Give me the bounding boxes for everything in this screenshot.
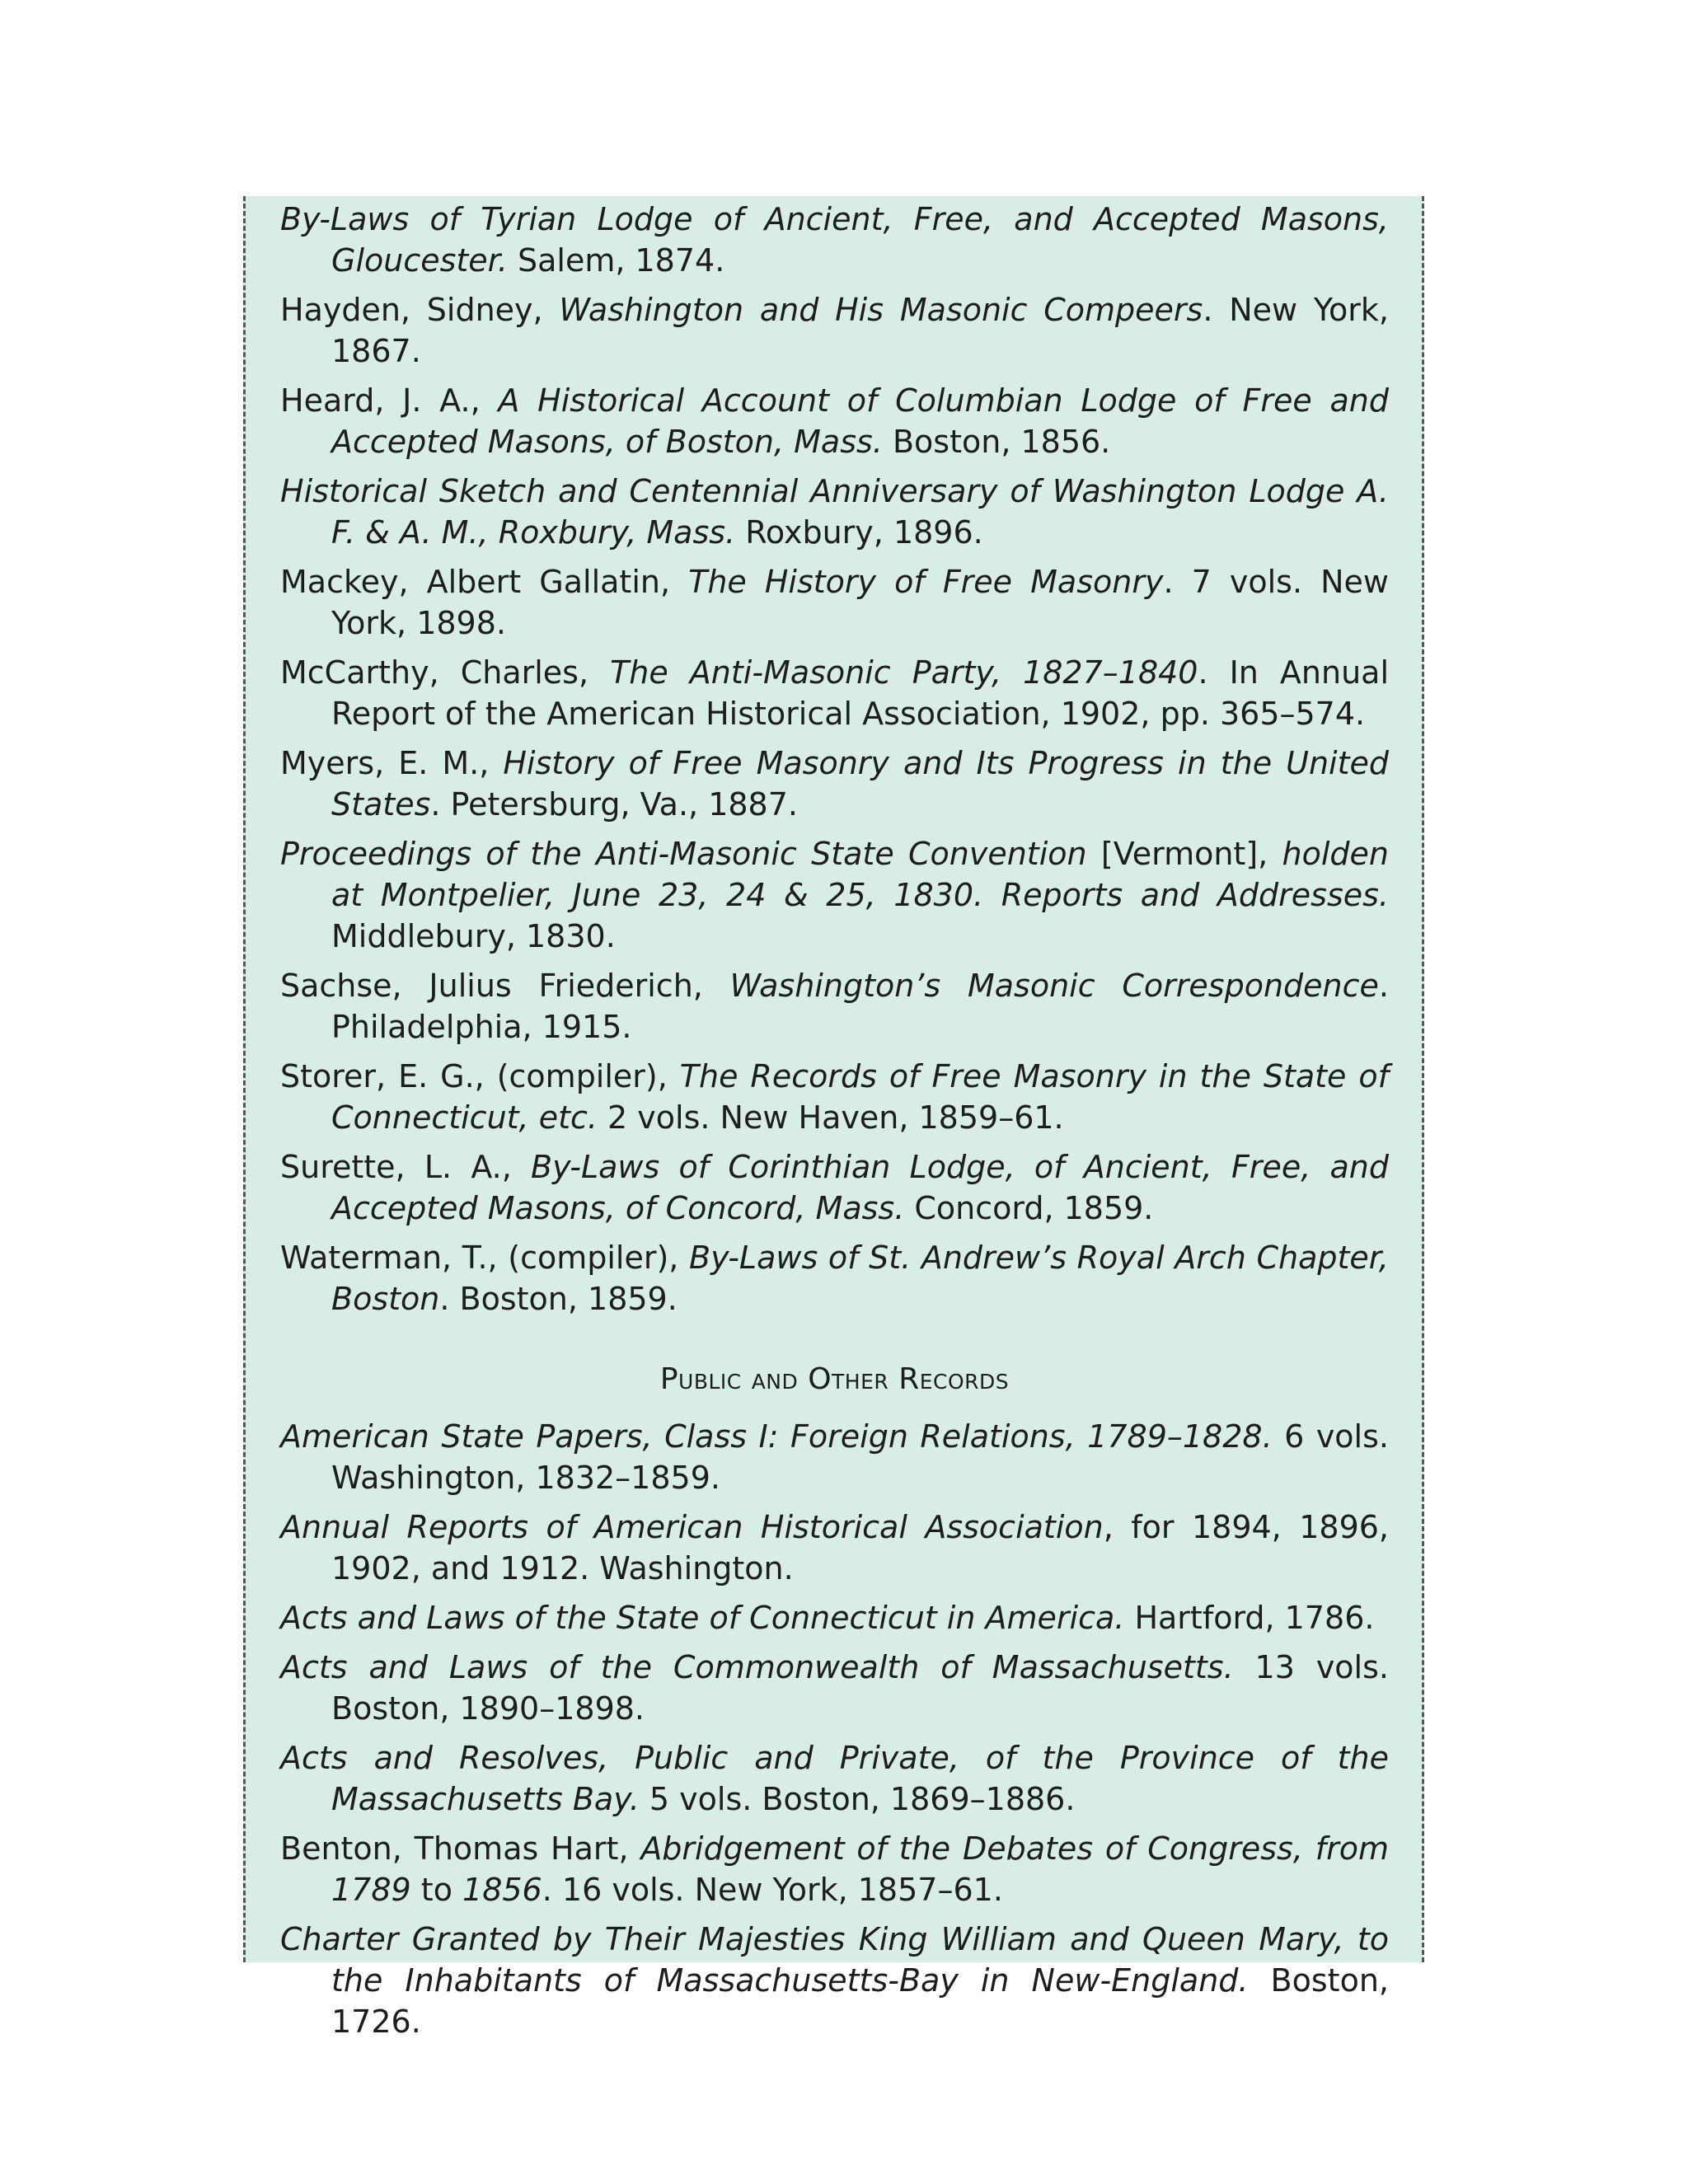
entry-text: Roxbury, 1896. [735,514,983,551]
entry-text: Salem, 1874. [507,242,725,279]
bibliography-entry [280,965,1389,1047]
record-entry [280,1507,1389,1589]
bibliography-entry [280,1056,1389,1138]
record-entry [280,1416,1389,1498]
entry-title-text: Annual Reports of American Historical Association [280,1509,1104,1545]
entry-text: Storer, E. G., (compiler), [280,1058,680,1094]
entry-text: Boston, 1726. [331,1962,1389,2040]
records-list [280,1413,1389,2042]
bibliography-entry [280,743,1389,825]
entry-text: Hartford, 1786. [1124,1600,1375,1636]
bibliography-entry [280,471,1389,553]
entry-text: McCarthy, Charles, [280,654,611,691]
entry-title-text: American State Papers, Class I: Foreign Relations, 1789–1828. [280,1418,1273,1455]
bibliography-entry [280,652,1389,734]
entry-text: Waterman, T., (compiler), [280,1240,689,1276]
entry-title-text: holden at Montpelier, June 23, 24 & 25, 1830. Reports and Addresses. [331,836,1389,913]
entry-text: 2 vols. New Haven, 1859–61. [597,1099,1064,1136]
section-heading: Public and Other Records [659,1362,1010,1396]
entry-text: Hayden, Sidney, [280,292,560,328]
bibliography-entry [280,289,1389,372]
entry-text: 6 vols. Washington, 1832–1859. [331,1418,1389,1496]
bibliography-list [280,196,1389,1319]
entry-title-text: 1856 [462,1872,542,1908]
entry-text: . Philadelphia, 1915. [331,968,1389,1045]
entry-text: Boston, 1856. [882,424,1111,460]
entry-text: Heard, J. A., [280,382,499,419]
record-entry [280,1919,1389,2042]
entry-title-text: Abridgement of the Debates of Congress, from 1789 [331,1830,1389,1908]
bibliography-entry [280,1237,1389,1319]
entry-text: 5 vols. Boston, 1869–1886. [639,1781,1076,1817]
entry-text: 13 vols. Boston, 1890–1898. [331,1649,1389,1727]
entry-title-text: Proceedings of the Anti-Masonic State Convention [280,836,1087,872]
entry-text: . 16 vols. New York, 1857–61. [542,1872,1003,1908]
entry-text: Concord, 1859. [904,1190,1154,1226]
entry-text: . New York, 1867. [331,292,1390,369]
record-entry [280,1647,1389,1729]
entry-text: Middlebury, 1830. [331,918,616,954]
entry-title-text: Acts and Resolves, Public and Private, of the Province of the Massachusetts Bay. [280,1740,1389,1817]
entry-title-text: Washington and His Masonic Compeers [559,292,1203,328]
entry-title-text: By-Laws of Tyrian Lodge of Ancient, Free, and Accepted Masons, Gloucester. [280,201,1389,279]
bibliography-entry [280,199,1389,281]
entry-text: . 7 vols. New York, 1898. [331,564,1389,641]
entry-title-text: History of Free Masonry and Its Progress in the United States [331,745,1389,823]
bibliography-entry [280,833,1389,957]
entry-text: Myers, E. M., [280,745,504,781]
entry-text: to [410,1872,463,1908]
entry-text: . Boston, 1859. [439,1281,678,1317]
page-panel [243,196,1424,2040]
entry-text: Benton, Thomas Hart, [280,1830,641,1867]
entry-text: , for 1894, 1896, 1902, and 1912. Washington. [331,1509,1390,1586]
record-entry [280,1597,1389,1638]
entry-text: Mackey, Albert Gallatin, [280,564,689,600]
entry-title-text: By-Laws of Corinthian Lodge, of Ancient, Free, and Accepted Masons, of Concord, Mass. [331,1149,1389,1226]
entry-title-text: Charter Granted by Their Majesties King William and Queen Mary, to the Inhabitants of Massachusetts-Bay in New-England. [280,1921,1389,1999]
bibliography-entry [280,380,1389,462]
entry-text: Sachse, Julius Friederich, [280,968,730,1004]
entry-title-text: A Historical Account of Columbian Lodge of Free and Accepted Masons, of Boston, Mass. [331,382,1390,460]
bibliography-entry [280,1146,1389,1229]
bibliography-entry [280,561,1389,644]
entry-title-text: By-Laws of St. Andrew’s Royal Arch Chapter, Boston [331,1240,1389,1317]
entry-text: . In Annual Report of the American Historical Association, 1902, pp. 365–574. [331,654,1390,732]
entry-title-text: The Anti-Masonic Party, 1827–1840 [610,654,1198,691]
entry-text: . Petersburg, Va., 1887. [430,786,798,823]
entry-title-text: Historical Sketch and Centennial Anniversary of Washington Lodge A. F. & A. M., Roxbury, Mass. [280,473,1389,551]
entry-title-text: The Records of Free Masonry in the State of Connecticut, etc. [331,1058,1389,1136]
entry-title-text: Washington’s Masonic Correspondence [729,968,1379,1004]
entry-title-text: Acts and Laws of the State of Connecticut in America. [280,1600,1125,1636]
entry-title-text: Acts and Laws of the Commonwealth of Massachusetts. [280,1649,1234,1685]
entry-text: Surette, L. A., [280,1149,532,1185]
record-entry [280,1828,1389,1910]
entry-title-text: The History of Free Masonry [688,564,1164,600]
record-entry [280,1737,1389,1820]
entry-text: [Vermont], [1086,836,1282,872]
